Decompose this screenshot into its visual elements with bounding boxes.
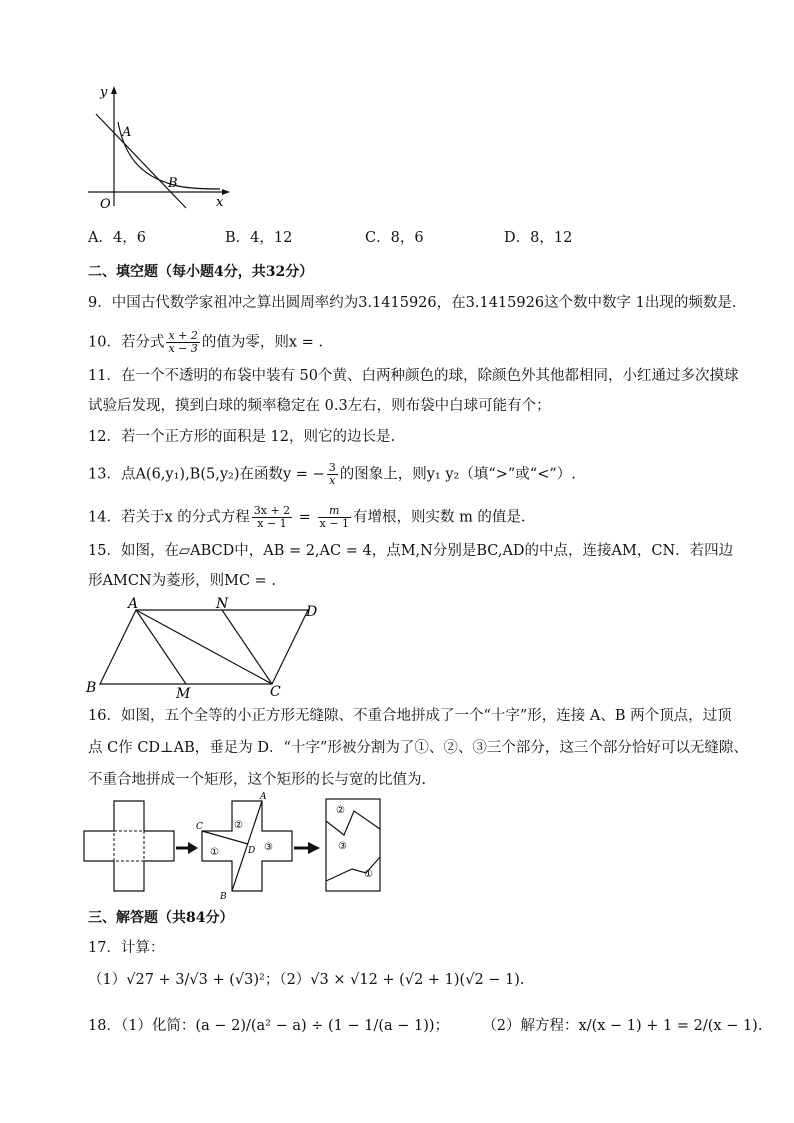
point-m-label: M <box>176 686 191 702</box>
question-17-parts: （1）√27 + 3/√3 + (√3)²；（2）√3 × √12 + (√2 + 1)(√2 − 1). <box>88 972 525 988</box>
question-15-line-2: 形AMCN为菱形，则MC = . <box>88 573 277 589</box>
question-9: 9．中国古代数学家祖冲之算出圆周率约为3.1415926，在3.1415926这个数中数字 1出现的频数是. <box>88 295 737 311</box>
vertex-c-label: C <box>270 684 281 700</box>
question-15-line-1: 15．如图，在▱ABCD中，AB = 2,AC = 4，点M,N分别是BC,AD的中点，连接AM，CN．若四边 <box>88 543 734 559</box>
origin-label: O <box>100 197 111 212</box>
rect-piece-2-label: ② <box>336 805 345 816</box>
point-n-label: N <box>216 596 229 612</box>
fraction-left: $\frac{3x + 2}{x - 1}$ <box>253 504 291 530</box>
question-10: 10．若分式 $\frac{x + 2}{x - 3}$ 的值为零，则x = . <box>88 329 324 355</box>
question-18 <box>88 1016 762 1036</box>
question-18-part-2: （2）解方程：x/(x − 1) + 1 = 2/(x − 1). <box>482 1018 763 1034</box>
section-2-title: 二、填空题（每小题4分，共32分） <box>88 264 314 280</box>
question-11-line-2: 试验后发现，摸到白球的频率稳定在 0.3左右，则布袋中白球可能有个； <box>88 398 551 414</box>
vertex-d-label: D <box>306 604 318 620</box>
question-14: 14．若关于x 的分式方程 $\frac{3x + 2}{x - 1}$ = $\frac{m}{x - 1}$ 有增根，则实数 m 的值是. <box>88 504 526 530</box>
option-a: A．4，6 <box>88 230 146 246</box>
question-18-part-1: 18．（1）化简：(a − 2)/(a² − a) ÷ (1 − 1/(a − 1))； <box>88 1018 450 1034</box>
question-16-line-2: 点 C作 CD⊥AB，垂足为 D．“十字”形被分割为了①、②、③三个部分，这三个部分恰好可以无缝隙、 <box>88 740 748 756</box>
point-b-label: B <box>168 176 178 191</box>
cross-dissection-figure <box>84 792 394 902</box>
piece-1-label: ① <box>210 847 219 858</box>
vertex-a-label: A <box>128 596 139 612</box>
x-axis-label: x <box>216 195 224 210</box>
question-11-line-1: 11．在一个不透明的布袋中装有 50个黄、白两种颜色的球，除颜色外其他都相同，小红通过多次摸球 <box>88 368 739 384</box>
fraction: $\frac{x + 2}{x - 3}$ <box>168 329 198 355</box>
option-d: D．8，12 <box>504 230 573 246</box>
option-b: B．4，12 <box>225 230 293 246</box>
cross-point-d-label: D <box>248 846 256 856</box>
question-17-title: 17．计算： <box>88 940 165 956</box>
y-axis-label: y <box>100 85 108 100</box>
q8-options <box>88 228 708 248</box>
question-12: 12．若一个正方形的面积是 12，则它的边长是. <box>88 429 396 445</box>
fraction-right: $\frac{m}{x - 1}$ <box>319 504 349 530</box>
point-a-label: A <box>122 125 132 140</box>
vertex-b-label: B <box>86 680 97 696</box>
piece-2-label: ② <box>234 820 243 831</box>
question-16-line-3: 不重合地拼成一个矩形，这个矩形的长与宽的比值为. <box>88 772 427 788</box>
parallelogram-figure <box>84 596 334 700</box>
cross-point-b-label: B <box>220 892 227 902</box>
cross-point-a-label: A <box>260 792 267 802</box>
rect-piece-3-label: ③ <box>338 841 347 852</box>
piece-3-label: ③ <box>264 842 273 853</box>
cross-point-c-label: C <box>196 822 203 832</box>
rect-piece-1-label: ① <box>364 869 373 880</box>
question-13: 13．点A(6,y₁),B(5,y₂)在函数y = − $\frac{3}{x}$ 的图象上，则y₁ y₂（填“>”或“<”）. <box>88 461 576 487</box>
section-3-title: 三、解答题（共84分） <box>88 910 234 926</box>
fraction: $\frac{3}{x}$ <box>328 461 336 487</box>
question-16-line-1: 16．如图，五个全等的小正方形无缝隙、不重合地拼成了一个“十字”形，连接 A、B 两个顶点，过顶 <box>88 708 732 724</box>
option-c: C．8，6 <box>365 230 424 246</box>
function-graph-figure <box>84 84 234 214</box>
